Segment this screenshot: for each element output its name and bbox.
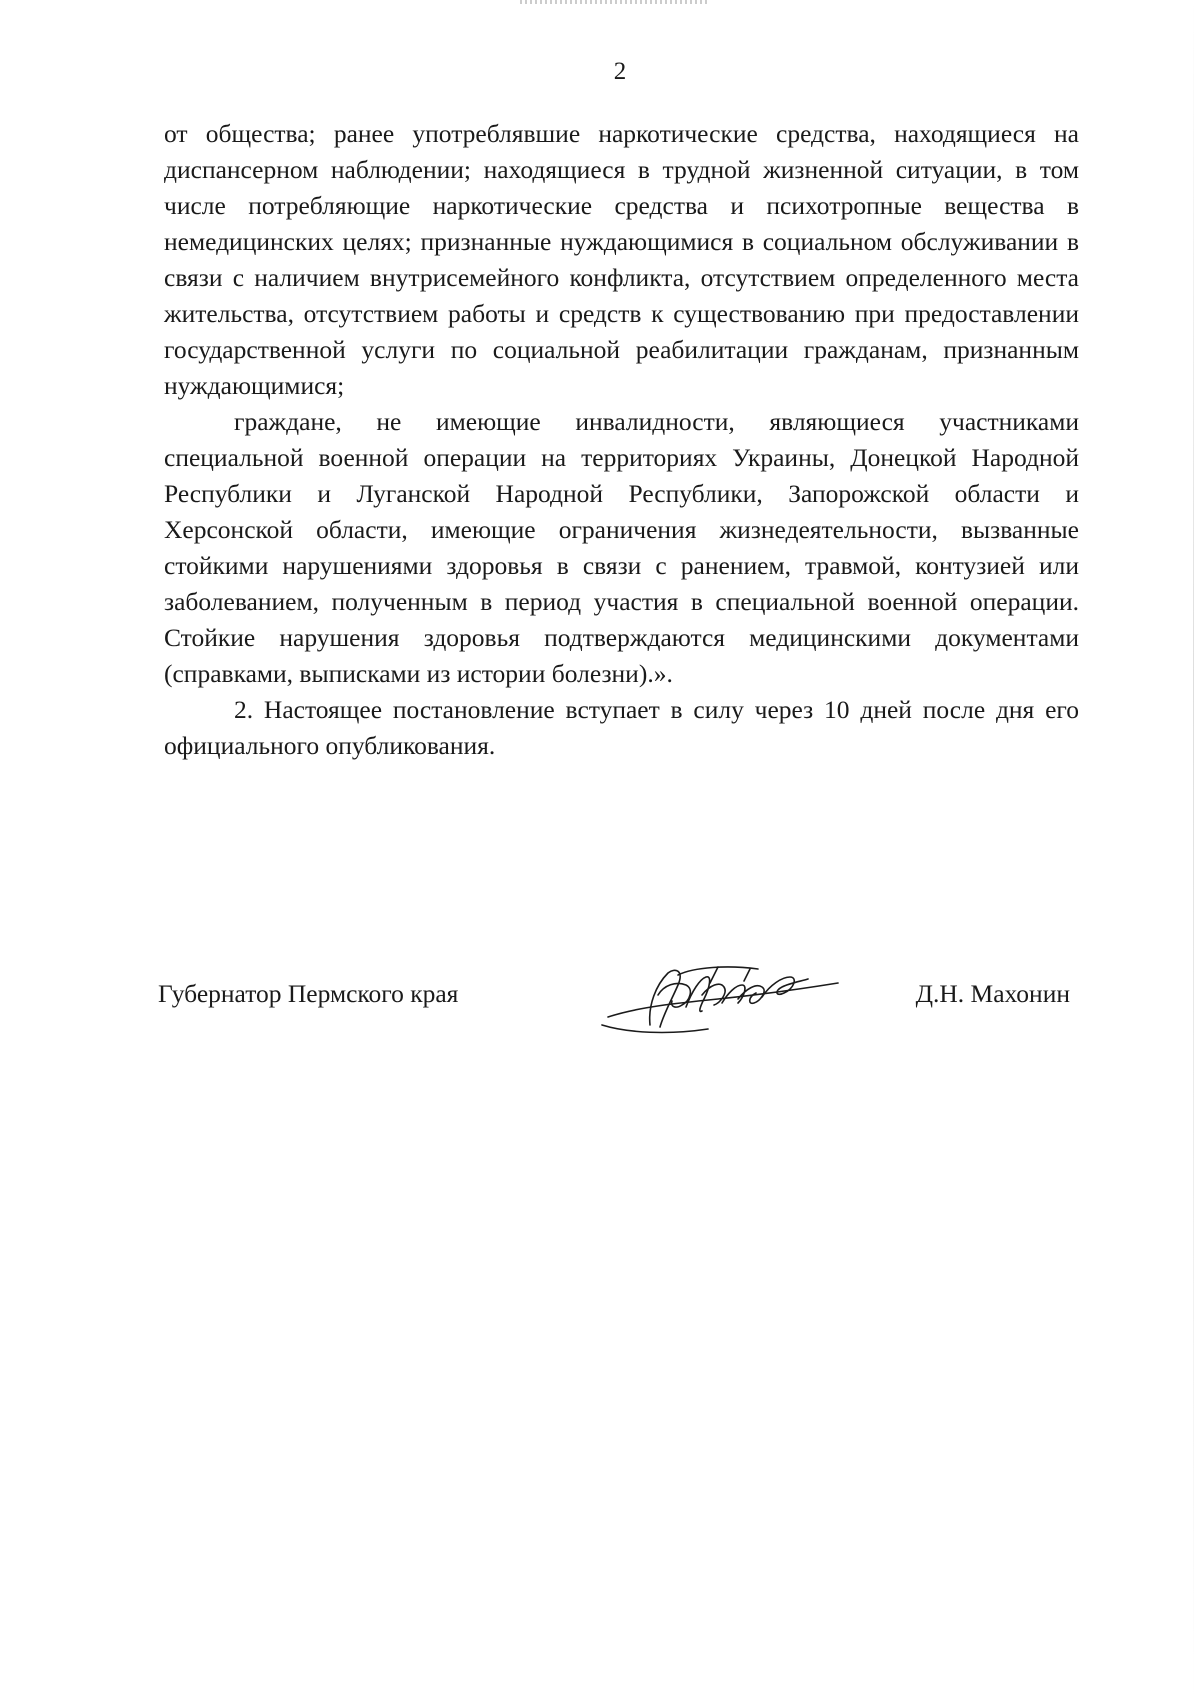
paragraph-svo-participants: граждане, не имеющие инвалидности, являющиеся участниками специальной военной операции на территориях Украины, Донецкой Народной Республики и Луганской Народной Республики, Запорожской области и Херсонской области, имеющие ограничения жизнедеятельности, вызванные стойкими нарушениями здоровья в связи с ранением, травмой, контузией или заболеванием, полученным в период участия в специальной военной операции. Стойкие нарушения здоровья подтверждаются медицинскими документами (справками, выписками из истории болезни).».: [164, 407, 1079, 688]
paragraph-effective-date: 2. Настоящее постановление вступает в силу через 10 дней после дня его официального опубликования.: [164, 695, 1079, 760]
document-body: [164, 116, 1079, 764]
page-edge: [1193, 0, 1194, 1703]
scan-artifact: [520, 0, 710, 4]
signature-block: [158, 960, 1070, 1040]
signer-name: Д.Н. Махонин: [915, 979, 1070, 1008]
signer-title: Губернатор Пермского края: [158, 979, 459, 1008]
paragraph-continuation: от общества; ранее употреблявшие наркотические средства, находящиеся на диспансерном наблюдении; находящиеся в трудной жизненной ситуации, в том числе потребляющие наркотические средства и психотропные вещества в немедицинских целях; признанные нуждающимися в социальном обслуживании в связи с наличием внутрисемейного конфликта, отсутствием определенного места жительства, отсутствием работы и средств к существованию при предоставлении государственной услуги по социальной реабилитации гражданам, признанным нуждающимися;: [164, 119, 1079, 400]
handwritten-signature: [598, 955, 848, 1045]
page-number: 2: [613, 58, 627, 85]
